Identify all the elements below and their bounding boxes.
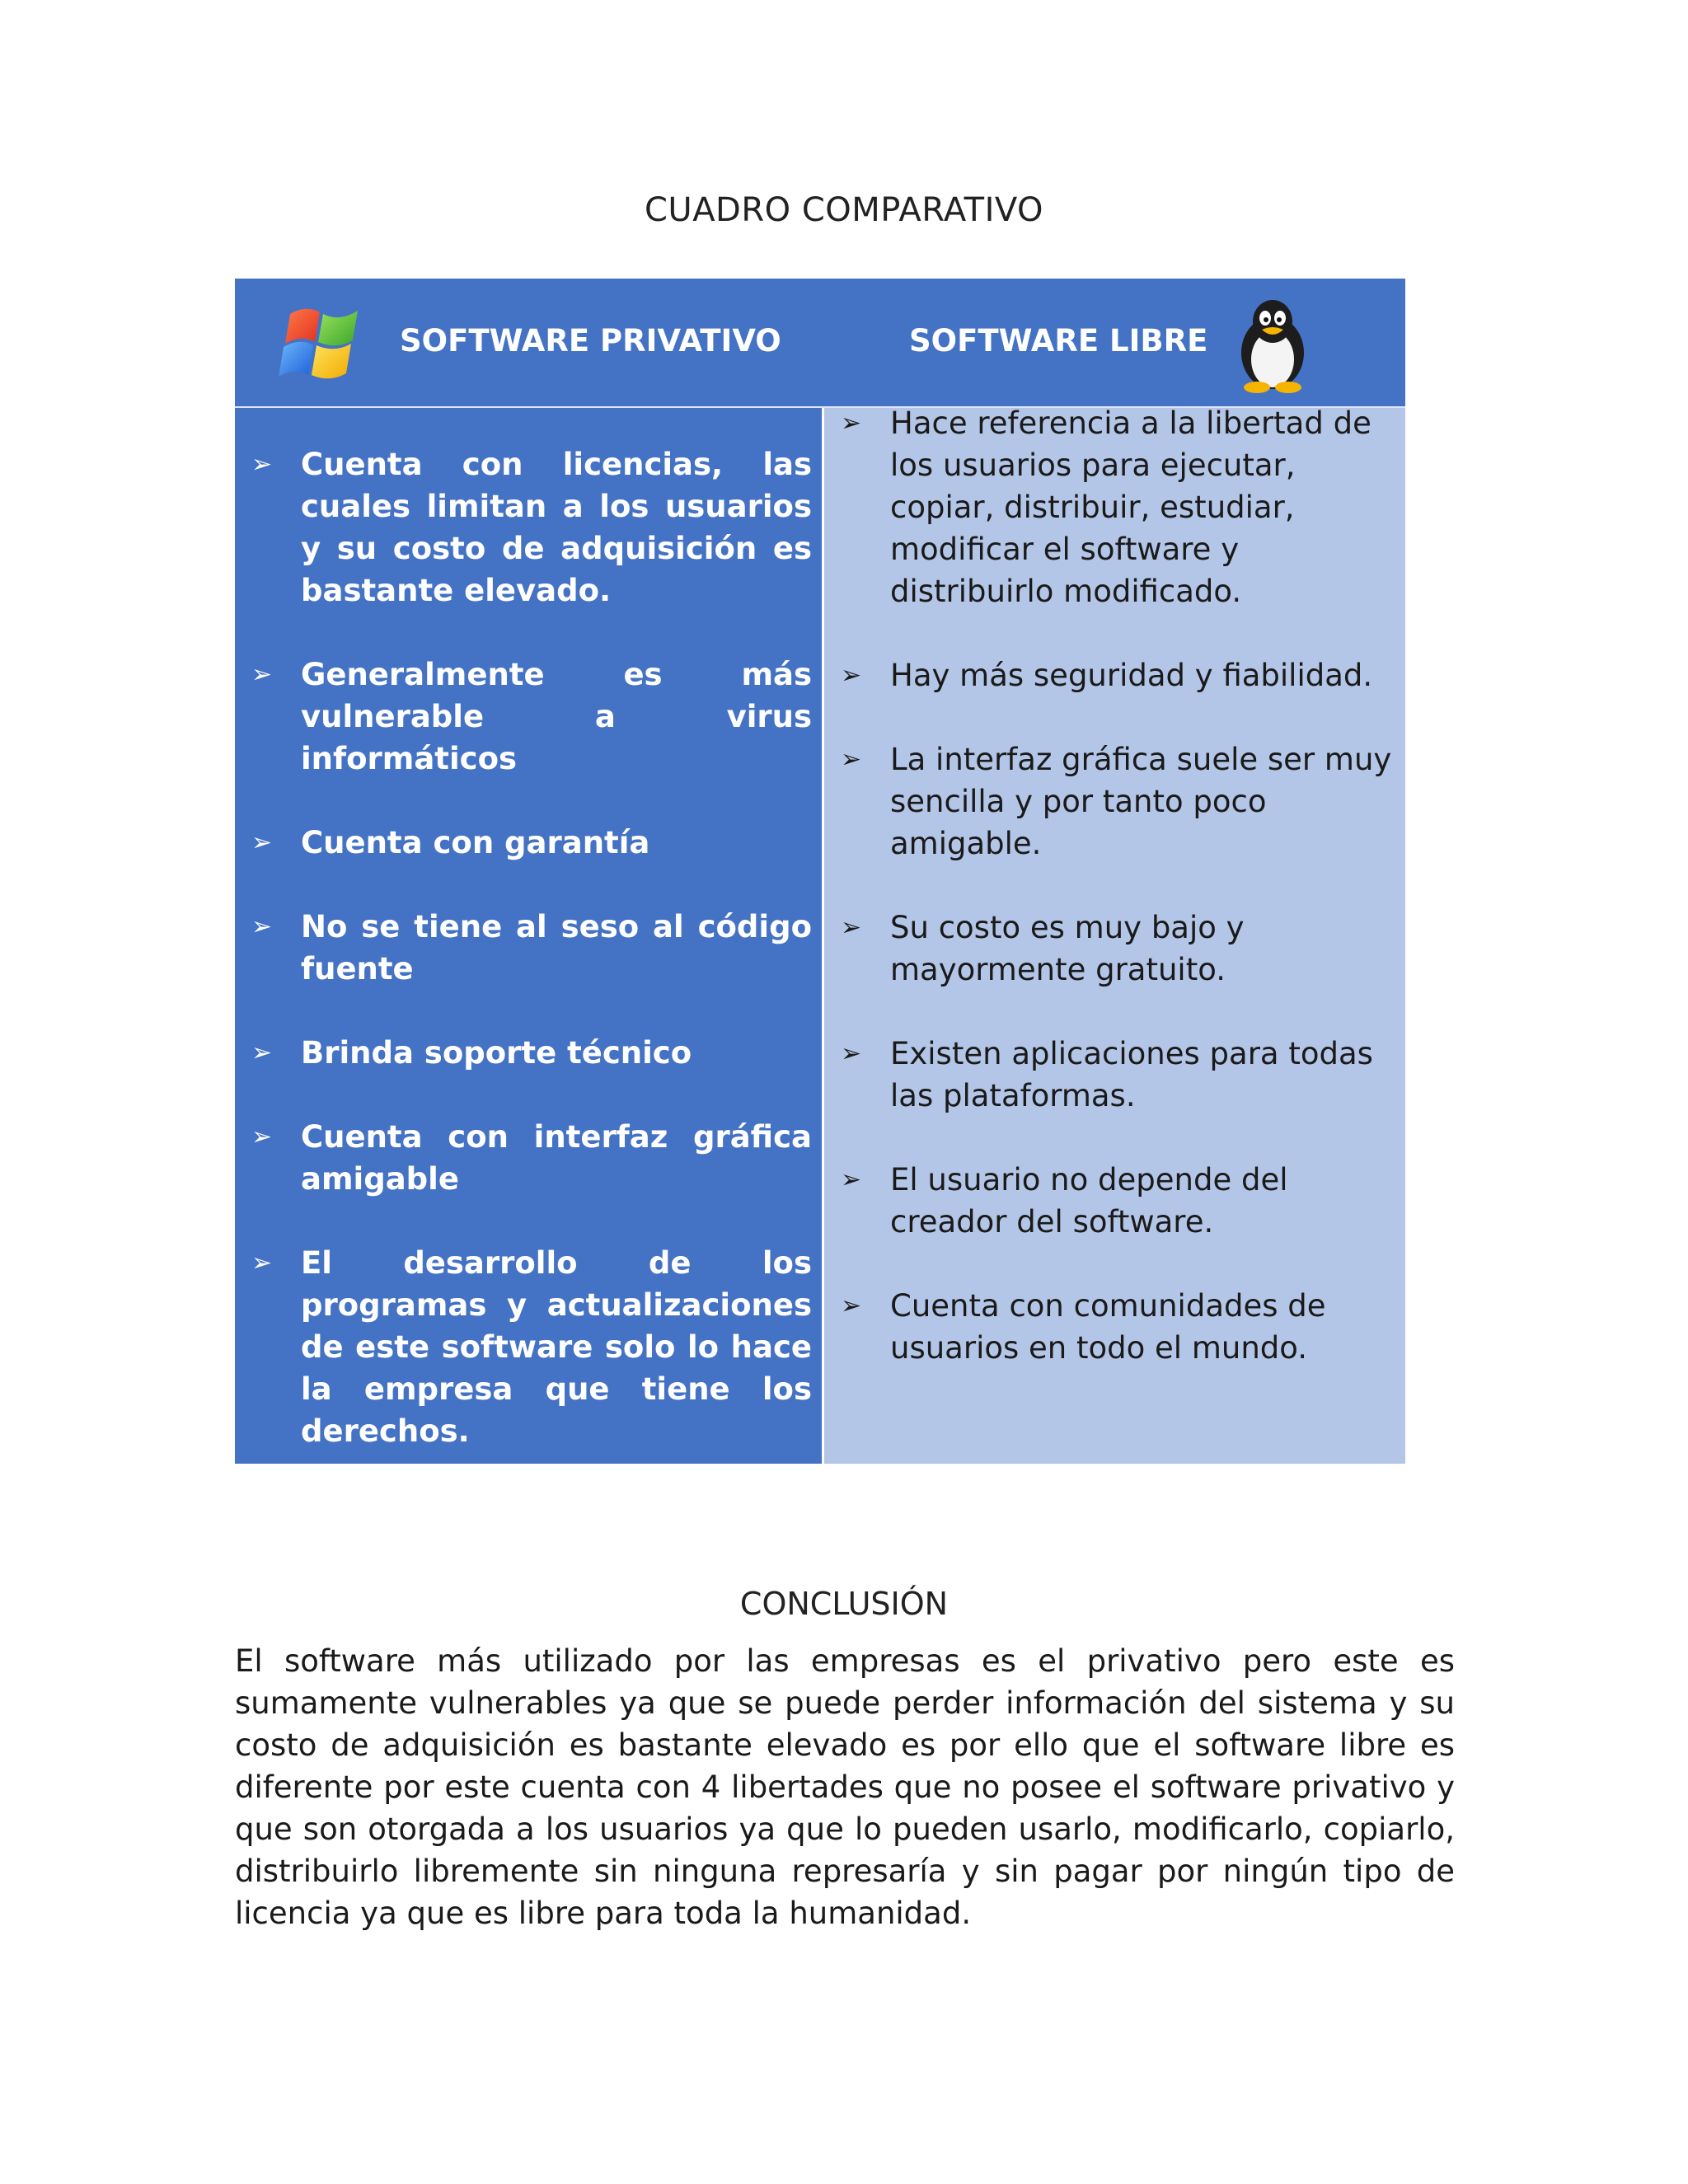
conclusion-title: CONCLUSIÓN [739, 1586, 949, 1622]
arrow-bullet-icon: ➢ [251, 450, 273, 479]
list-privativo [251, 443, 812, 1494]
list-item: ➢ Hace referencia a la libertad de los usuarios para ejecutar, copiar, distribuir, estudiar, modificar el software y distribuirlo modificado. [841, 402, 1393, 612]
list-item: ➢ Su costo es muy bajo y mayormente gratuito. [841, 907, 1393, 991]
arrow-bullet-icon: ➢ [251, 828, 273, 857]
arrow-bullet-icon: ➢ [251, 912, 273, 941]
column-divider [822, 408, 824, 1464]
arrow-bullet-icon: ➢ [841, 1165, 862, 1194]
list-item: ➢ Hay más seguridad y fiabilidad. [841, 654, 1393, 696]
list-item: ➢ Brinda soporte técnico [251, 1032, 812, 1074]
header-software-libre: SOFTWARE LIBRE [909, 323, 1208, 359]
list-item: ➢ Cuenta con comunidades de usuarios en todo el mundo. [841, 1285, 1393, 1369]
arrow-bullet-icon: ➢ [841, 1039, 862, 1068]
table-header-row [235, 279, 1405, 406]
list-item: ➢ La interfaz gráfica suele ser muy sencilla y por tanto poco amigable. [841, 738, 1393, 865]
conclusion-body: El software más utilizado por las empresas es el privativo pero este es sumamente vulnerables ya que se puede perder información del sistema y su costo de adquisición es bastante elevado es por ello que el software libre es diferente por este cuenta con 4 libertades que no posee el software privativo y que son otorgada a los usuarios ya que lo pueden usarlo, modificarlo, copiarlo, distribuirlo libremente sin ninguna represaría y sin pagar por ningún tipo de licencia ya que es libre para toda la humanidad. [235, 1643, 1455, 1931]
header-software-privativo: SOFTWARE PRIVATIVO [400, 323, 781, 359]
arrow-bullet-icon: ➢ [841, 1291, 862, 1320]
list-item: ➢ El desarrollo de los programas y actualizaciones de este software solo lo hace la empresa que tiene los derechos. [251, 1242, 812, 1452]
arrow-bullet-icon: ➢ [841, 745, 862, 774]
list-item: ➢ No se tiene al seso al código fuente [251, 906, 812, 990]
tux-penguin-icon [1224, 295, 1321, 394]
windows-logo-icon [272, 299, 373, 391]
list-item: ➢ El usuario no depende del creador del software. [841, 1159, 1393, 1243]
arrow-bullet-icon: ➢ [251, 1038, 273, 1067]
list-item: ➢ Cuenta con licencias, las cuales limitan a los usuarios y su costo de adquisición es bastante elevado. [251, 443, 812, 612]
arrow-bullet-icon: ➢ [841, 913, 862, 942]
arrow-bullet-icon: ➢ [841, 409, 862, 438]
list-item: ➢ Existen aplicaciones para todas las plataformas. [841, 1033, 1393, 1117]
list-libre [841, 402, 1393, 1411]
page-title: CUADRO COMPARATIVO [644, 191, 1044, 229]
arrow-bullet-icon: ➢ [841, 661, 862, 690]
list-item: ➢ Generalmente es más vulnerable a virus informáticos [251, 654, 812, 780]
arrow-bullet-icon: ➢ [251, 1122, 273, 1151]
list-item: ➢ Cuenta con interfaz gráfica amigable [251, 1116, 812, 1200]
comparison-table [235, 279, 1405, 1464]
arrow-bullet-icon: ➢ [251, 1249, 273, 1277]
arrow-bullet-icon: ➢ [251, 660, 273, 689]
list-item: ➢ Cuenta con garantía [251, 822, 812, 864]
